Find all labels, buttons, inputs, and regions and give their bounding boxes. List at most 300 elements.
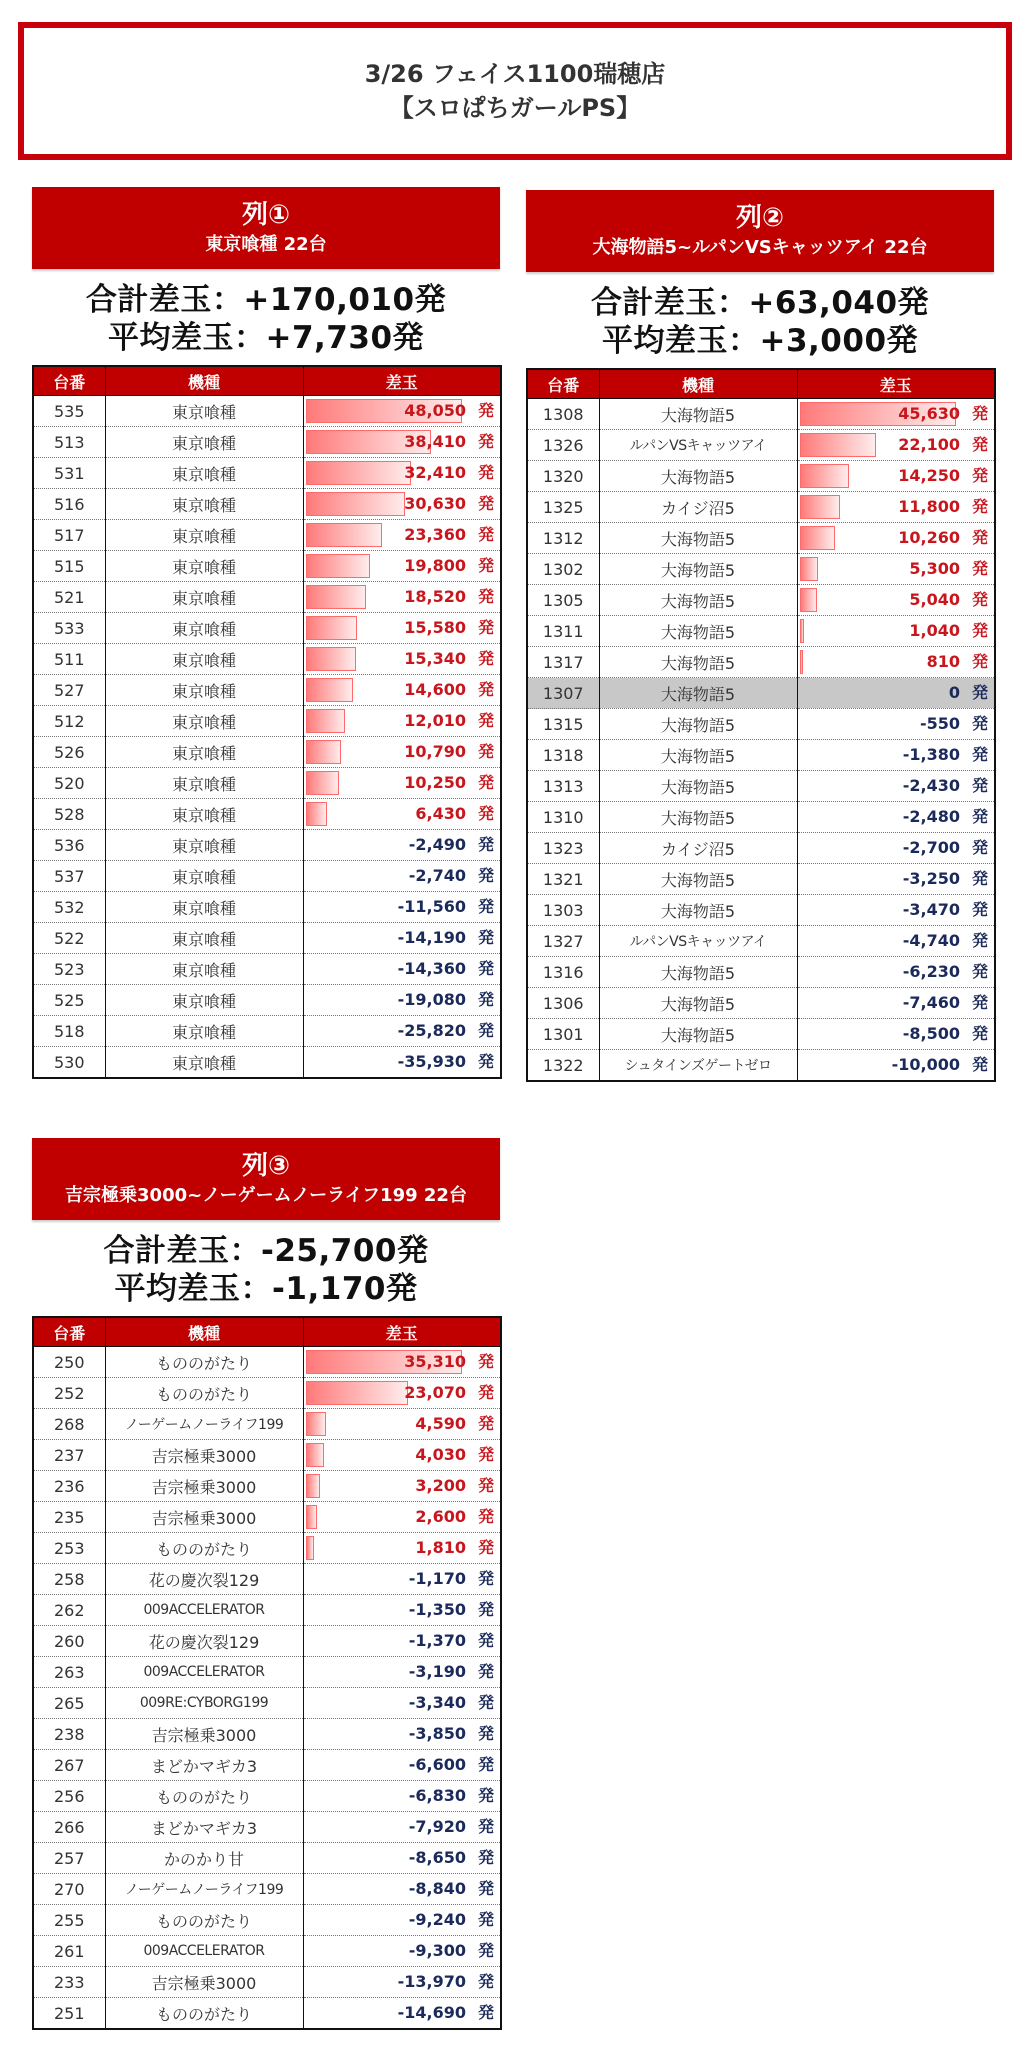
diff-value: -2,430 [902,776,960,795]
diff-cell [797,554,995,585]
table-row [33,892,501,923]
table-row [33,551,501,582]
diff-value: -6,830 [408,1786,466,1805]
machine-model: 大海物語5 [599,523,797,554]
table-row [33,675,501,706]
table-row [33,644,501,675]
machine-model: もののがたり [105,1347,303,1378]
machine-model: 大海物語5 [599,709,797,740]
machine-number: 1310 [527,802,599,833]
machine-model: かのかり甘 [105,1843,303,1874]
machine-model: 大海物語5 [599,554,797,585]
machine-number: 258 [33,1564,105,1595]
diff-bar [306,616,357,640]
diff-value: 23,070 [404,1383,466,1402]
header-no: 台番 [527,369,599,399]
table-row [33,1781,501,1812]
diff-unit: 発 [477,711,494,730]
diff-cell [303,1347,501,1378]
machine-number: 531 [33,458,105,489]
column-banner [526,190,994,272]
diff-unit: 発 [477,2003,494,2022]
machine-number: 513 [33,427,105,458]
machine-number: 1318 [527,740,599,771]
diff-unit: 発 [971,931,988,950]
diff-value: 15,580 [404,618,466,637]
header-diff: 差玉 [797,369,995,399]
diff-value: -14,690 [397,2003,466,2022]
machine-number: 511 [33,644,105,675]
machine-model: カイジ沼5 [599,833,797,864]
header-diff: 差玉 [303,366,501,396]
machine-number: 1317 [527,647,599,678]
diff-value: 19,800 [404,556,466,575]
table-row [33,1657,501,1688]
table-row [527,895,995,926]
diff-cell [303,1812,501,1843]
diff-cell [303,799,501,830]
diff-value: 3,200 [415,1476,466,1495]
diff-cell [303,1781,501,1812]
diff-unit: 発 [477,990,494,1009]
table-row [527,461,995,492]
machine-number: 235 [33,1502,105,1533]
diff-value: -9,300 [408,1941,466,1960]
machine-model: 吉宗極乗3000 [105,1502,303,1533]
machine-model: まどかマギカ3 [105,1812,303,1843]
diff-cell [303,1595,501,1626]
diff-cell [303,1440,501,1471]
machine-model: もののがたり [105,1378,303,1409]
table-row [527,585,995,616]
diff-cell [303,923,501,954]
machine-number: 525 [33,985,105,1016]
diff-value: 2,600 [415,1507,466,1526]
diff-unit: 発 [477,463,494,482]
diff-unit: 発 [477,1910,494,1929]
table-row [527,1019,995,1050]
diff-unit: 発 [477,897,494,916]
diff-unit: 発 [477,804,494,823]
diff-unit: 発 [477,1817,494,1836]
diff-unit: 発 [477,1600,494,1619]
diff-unit: 発 [477,928,494,947]
diff-unit: 発 [477,1021,494,1040]
machine-model: 大海物語5 [599,957,797,988]
machine-model: 東京喰種 [105,489,303,520]
diff-value: 4,590 [415,1414,466,1433]
machine-number: 1325 [527,492,599,523]
diff-unit: 発 [971,590,988,609]
table-row [33,1967,501,1998]
machine-number: 1316 [527,957,599,988]
table-row [33,1936,501,1967]
table-body [527,399,995,1082]
machine-model: ノーゲームノーライフ199 [105,1409,303,1440]
machine-number: 1322 [527,1050,599,1082]
diff-unit: 発 [477,866,494,885]
machine-model: 東京喰種 [105,396,303,427]
machine-table [32,365,502,1079]
machine-number: 1321 [527,864,599,895]
machine-number: 1303 [527,895,599,926]
diff-unit: 発 [477,1848,494,1867]
diff-value: 22,100 [898,435,960,454]
table-row [33,1502,501,1533]
diff-value: -8,840 [408,1879,466,1898]
machine-number: 1315 [527,709,599,740]
header-no: 台番 [33,366,105,396]
machine-model: ルパンVSキャッツアイ [599,430,797,461]
diff-cell [303,1626,501,1657]
diff-value: -1,380 [902,745,960,764]
table-row [33,799,501,830]
machine-number: 270 [33,1874,105,1905]
diff-unit: 発 [477,1476,494,1495]
machine-model: 東京喰種 [105,458,303,489]
machine-model: 009ACCELERATOR [105,1595,303,1626]
machine-table [526,368,996,1082]
machine-model: 東京喰種 [105,799,303,830]
table-row [33,520,501,551]
machine-number: 268 [33,1409,105,1440]
table-row [33,861,501,892]
machine-number: 535 [33,396,105,427]
diff-value: -4,740 [902,931,960,950]
table-row [527,771,995,802]
table-row [33,1750,501,1781]
diff-unit: 発 [477,1507,494,1526]
diff-bar [306,802,327,826]
table-row [527,678,995,709]
machine-model: 大海物語5 [599,864,797,895]
machine-model: 吉宗極乗3000 [105,1440,303,1471]
table-row [33,1409,501,1440]
table-row [527,430,995,461]
diff-value: 10,790 [404,742,466,761]
diff-cell [303,582,501,613]
diff-cell [797,647,995,678]
column-block-3 [32,1138,500,2030]
diff-cell [303,1905,501,1936]
diff-bar [800,433,876,457]
diff-value: 14,600 [404,680,466,699]
table-row [33,706,501,737]
diff-unit: 発 [477,1538,494,1557]
table-row [33,1812,501,1843]
machine-number: 1323 [527,833,599,864]
diff-cell [797,988,995,1019]
table-row [33,1471,501,1502]
diff-bar [306,1474,320,1498]
machine-number: 1327 [527,926,599,957]
machine-number: 526 [33,737,105,768]
diff-bar [306,492,405,516]
diff-unit: 発 [477,432,494,451]
diff-value: -14,190 [397,928,466,947]
diff-cell [797,461,995,492]
machine-model: 大海物語5 [599,647,797,678]
diff-cell [797,1050,995,1082]
machine-model: 大海物語5 [599,585,797,616]
table-row [33,1905,501,1936]
diff-cell [303,644,501,675]
diff-unit: 発 [971,838,988,857]
diff-cell [303,737,501,768]
machine-number: 257 [33,1843,105,1874]
diff-unit: 発 [971,869,988,888]
machine-model: 東京喰種 [105,644,303,675]
machine-number: 532 [33,892,105,923]
column-title: 列② [735,203,784,233]
header-model: 機種 [105,1317,303,1347]
diff-unit: 発 [477,1693,494,1712]
table-row [33,1719,501,1750]
diff-bar [306,1536,314,1560]
machine-model: 東京喰種 [105,985,303,1016]
diff-cell [303,396,501,427]
machine-number: 520 [33,768,105,799]
machine-number: 267 [33,1750,105,1781]
diff-value: 30,630 [404,494,466,513]
header-no: 台番 [33,1317,105,1347]
diff-value: 10,250 [404,773,466,792]
diff-unit: 発 [971,652,988,671]
diff-value: 15,340 [404,649,466,668]
diff-cell [303,1750,501,1781]
table-row [33,1016,501,1047]
machine-model: 東京喰種 [105,613,303,644]
diff-bar [800,557,818,581]
machine-model: 吉宗極乗3000 [105,1471,303,1502]
diff-unit: 発 [971,900,988,919]
machine-number: 521 [33,582,105,613]
machine-model: 東京喰種 [105,520,303,551]
diff-cell [797,430,995,461]
diff-value: -7,920 [408,1817,466,1836]
diff-cell [797,399,995,430]
machine-model: 東京喰種 [105,954,303,985]
diff-cell [303,1843,501,1874]
diff-cell [303,830,501,861]
average-diff: 平均差玉：-1,170発 [114,1271,418,1307]
table-row [33,489,501,520]
machine-number: 250 [33,1347,105,1378]
diff-unit: 発 [971,528,988,547]
diff-unit: 発 [971,714,988,733]
machine-model: 吉宗極乗3000 [105,1967,303,1998]
machine-number: 237 [33,1440,105,1471]
header-subtitle: 【スロぱちガールPS】 [389,94,641,122]
machine-number: 516 [33,489,105,520]
diff-unit: 発 [477,556,494,575]
machine-model: 東京喰種 [105,830,303,861]
diff-bar [306,1381,408,1405]
diff-unit: 発 [971,745,988,764]
diff-cell [303,1502,501,1533]
header-title: 3/26 フェイス1100瑞穂店 [364,60,666,88]
diff-value: -9,240 [408,1910,466,1929]
machine-model: もののがたり [105,1781,303,1812]
machine-number: 251 [33,1998,105,2030]
machine-number: 518 [33,1016,105,1047]
machine-model: もののがたり [105,1998,303,2030]
machine-number: 265 [33,1688,105,1719]
diff-bar [306,771,339,795]
machine-model: 花の慶次裂129 [105,1564,303,1595]
diff-cell [797,523,995,554]
diff-unit: 発 [477,1786,494,1805]
machine-model: 大海物語5 [599,740,797,771]
diff-cell [797,926,995,957]
machine-model: 大海物語5 [599,1019,797,1050]
diff-value: -3,850 [408,1724,466,1743]
diff-unit: 発 [971,1024,988,1043]
diff-bar [306,585,366,609]
table-row [33,1626,501,1657]
machine-number: 262 [33,1595,105,1626]
column-banner [32,187,500,269]
diff-cell [303,489,501,520]
diff-cell [797,957,995,988]
machine-number: 260 [33,1626,105,1657]
diff-unit: 発 [971,559,988,578]
diff-unit: 発 [477,742,494,761]
machine-number: 1302 [527,554,599,585]
diff-cell [303,1047,501,1079]
diff-unit: 発 [477,1879,494,1898]
diff-unit: 発 [477,587,494,606]
machine-number: 1313 [527,771,599,802]
diff-cell [303,1967,501,1998]
diff-bar [306,740,341,764]
diff-unit: 発 [971,404,988,423]
diff-unit: 発 [971,993,988,1012]
diff-value: -1,350 [408,1600,466,1619]
table-row [33,582,501,613]
machine-model: 009ACCELERATOR [105,1936,303,1967]
diff-value: -10,000 [891,1055,960,1074]
machine-model: 009ACCELERATOR [105,1657,303,1688]
diff-value: -6,230 [902,962,960,981]
machine-model: まどかマギカ3 [105,1750,303,1781]
machine-number: 233 [33,1967,105,1998]
diff-bar [306,461,411,485]
diff-bar [306,678,353,702]
machine-model: 東京喰種 [105,923,303,954]
machine-model: 東京喰種 [105,1016,303,1047]
diff-cell [303,1016,501,1047]
diff-unit: 発 [477,401,494,420]
table-row [33,1564,501,1595]
column-banner [32,1138,500,1220]
table-row [527,833,995,864]
diff-value: 6,430 [415,804,466,823]
diff-value: -3,470 [902,900,960,919]
diff-cell [303,1719,501,1750]
diff-cell [797,709,995,740]
machine-model: 東京喰種 [105,582,303,613]
diff-value: 45,630 [898,404,960,423]
machine-number: 261 [33,1936,105,1967]
diff-value: 1,040 [909,621,960,640]
table-row [527,740,995,771]
table-body [33,1347,501,2030]
machine-number: 533 [33,613,105,644]
diff-cell [797,1019,995,1050]
diff-value: 38,410 [404,432,466,451]
diff-unit: 発 [477,835,494,854]
machine-number: 1311 [527,616,599,647]
table-body [33,396,501,1079]
machine-number: 515 [33,551,105,582]
diff-unit: 発 [477,1941,494,1960]
diff-cell [797,895,995,926]
diff-value: -8,500 [902,1024,960,1043]
total-diff: 合計差玉：-25,700発 [103,1233,429,1269]
diff-value: 0 [948,683,960,702]
table-row [527,1050,995,1082]
diff-bar [306,554,370,578]
table-row [527,523,995,554]
machine-number: 266 [33,1812,105,1843]
diff-bar [306,1412,326,1436]
diff-unit: 発 [477,618,494,637]
diff-value: -6,600 [408,1755,466,1774]
column-title: 列③ [241,1151,290,1181]
diff-bar [800,495,840,519]
machine-model: 大海物語5 [599,802,797,833]
diff-value: -1,170 [408,1569,466,1588]
table-row [527,709,995,740]
diff-value: 23,360 [404,525,466,544]
machine-number: 255 [33,1905,105,1936]
diff-value: 5,300 [909,559,960,578]
diff-cell [797,833,995,864]
diff-cell [303,427,501,458]
diff-cell [797,864,995,895]
machine-model: 東京喰種 [105,768,303,799]
diff-bar [800,464,849,488]
machine-model: 東京喰種 [105,706,303,737]
column-block-1 [32,187,500,1079]
column-title: 列① [241,200,290,230]
diff-cell [303,706,501,737]
machine-model: 東京喰種 [105,737,303,768]
diff-value: -3,190 [408,1662,466,1681]
diff-unit: 発 [477,1662,494,1681]
diff-cell [303,1998,501,2030]
machine-model: 東京喰種 [105,1047,303,1079]
diff-unit: 発 [477,1724,494,1743]
diff-unit: 発 [971,807,988,826]
table-row [33,1688,501,1719]
machine-number: 1308 [527,399,599,430]
machine-number: 1320 [527,461,599,492]
diff-cell [797,616,995,647]
table-row [527,988,995,1019]
diff-bar [306,1505,317,1529]
diff-unit: 発 [477,959,494,978]
diff-cell [303,613,501,644]
diff-unit: 発 [477,1631,494,1650]
diff-cell [303,1936,501,1967]
diff-unit: 発 [477,494,494,513]
total-diff: 合計差玉：+170,010発 [85,282,447,318]
diff-cell [303,1688,501,1719]
diff-cell [797,492,995,523]
column-subtitle: 東京喰種 22台 [205,234,327,255]
